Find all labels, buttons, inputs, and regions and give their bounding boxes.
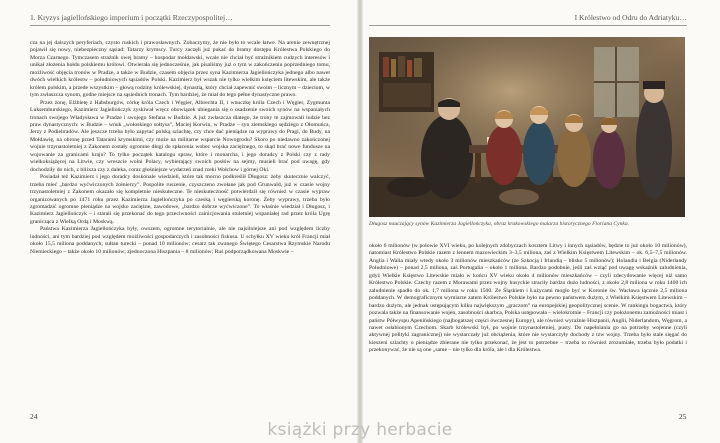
left-header-rule (30, 25, 330, 26)
painting-illustration (369, 37, 685, 217)
painting-svg (369, 37, 685, 217)
left-paragraph-3: Posiadał też Kazimierz i jego doradcy doskonale wiedzieli, które tak mocno podkreślił Długosz: żeby skutecznie walczyć, trzeba mieć „bardzo wyćwiczonych żołnierzy”. Pospolite ruszenie, czyszczeno zwołane jak pod Grunwald, już w czasie wojny trzynastoletniej z Zakonem okazało się kompletnie nieskuteczne. Te nieskuteczność potwierdził się również w czasie wypraw organizowanych po 1471 roku przez Kazimierza Jagiellończyka po czeską i węgierską koronę. Żeby wyprawy, trzeba było zgromadzić ogromne pieniądze na wojsko zaciężne, zawodowe, „bardzo dobrze wyćwiczone”. To właśnie wiedział i Długosz, i Kazimierz Jagiellończyk – i starali się przekonać do tego przeciwności zainicjowania stuletniej wspaniałej rad przez króla Ugrę granicząca z Wielką Ordą i Moskwą. (30, 174, 330, 225)
left-paragraph-2: Przez żonę, Elżbietę z Habsburgów, córkę króla Czech i Węgier, Albrechta II, i wnuczkę króla Czech i Węgier, Zygmunta Luksemburskiego, Kazimierz Jagiellończyk zyskiwał wręcz obowiązek ubiegania się o osadzenie swoich synów na wspaniałych tronach swojego Władysława w Pradze i swojego Stefana w Budzie. A już zwłaszcza dlatego, że trony te zajmowali ludzie bez praw dynastycznych: w Budzie – wnuk „wołoskiego sołtysa”, Maciej Korwin, w Pradze – syn ziemskiego sędziego z Ołomuńca, Jerzy z Podiebradów. Ale jeszcze trzeba było zapytać polską szlachtę, czy chce dać pieniądze na wyprawy do Pragi, do Budy, na Mołdawię, na obronę przed Tatarami krymskimi, czy może na militarne wsparcie Nowogrodu? Skoro po niedawno zakończonej wojnie trzynastoletniej z Zakonem zostały ogromne długi do spłacenia wobec wojska zaciężnego, to skąd brać nowe fundusze na wojowanie za granicami kraju? To tylko początek katalogu spraw, które i monarcha, i jego doradcy z Polski czy z rady wielkoksiążęcej na Litwie, czy wreszcie wolni Polacy, wybierający swoich posłów na sejmy, musieli brać pod uwagę, gdy dochodziły do nich, z bliższa czy z daleka, coraz głośniejsze wydarzeń znad rzeki Wołchow i górnej Oki. (30, 99, 330, 173)
right-page (361, 0, 720, 443)
right-page-number: 25 (679, 412, 687, 421)
right-running-head: I Królestwo od Odru do Adriatyku… (574, 13, 687, 22)
illustration-caption: Długosz nauczający synów Kazimierza Jagiellończyka, obraz krakowskiego malarza historycznego Floriana Cynka. (369, 221, 630, 227)
right-header-rule (369, 25, 687, 26)
watermark: książki przy herbacie (267, 420, 453, 440)
left-running-head: 1. Kryzys jagiellońskiego imperium i początki Rzeczypospolitej… (30, 13, 233, 22)
left-paragraph-4: Państwa Kazimierza Jagiellończyka były, owszem, ogromne terytorialnie, ale nie najsilniejsze ani pod względem liczby ludności, ani tym bardziej pod względem możliwości gospodarczych i zasobności fiskusa. U schyłku XV wieku król Francji miał około 15,5 miliona poddanych; sułtan turecki – ponad 10 milionów; cesarz tak zwanego Świętego Cesarstwa Rzymskie Narodu Niemieckiego – także około 10 milionów; zjednoczona Hiszpania – 8 milionów; Ruś podporządkowana Moskwie – (30, 226, 330, 255)
left-paragraph-1: cza na jej dalszych peryferiach, czysto ruskich i prawosławnych. Zobaczymy, że nie było to wcale łatwe. Na arenie zewnętrznej pojawił się nowy, niebezpieczny sąsiad: Tatarzy krymscy. Turcy zaczęli już pukać do bramy dostępu Królestwa Polskiego do Morza Czarnego. Tymczasem strażnik owej bramy – hospodar mołdawski, wcale nie chciał być strażnikiem cudzych interesów i unikał złożenia hołdu polskiemu królowi. Otwierała się jednocześnie, jak pisaliśmy już o tym w zakończeniu poprzedniego tomu, możliwość objęcia tronów w Pradze, a także w Budzie, czasem objęcia przez syna Kazimierza Jagiellończyka jednego albo nawet dwóch wielkich królestw – południowych sąsiadów Polski. Kazimierz był wszak nie tylko wielkim księciem litewskim, ale także królem polskim, a przede wszystkim – głową rodziny królewskiej, dynastią, który chciał zapewnić swoim – licznym – dzieciom, w tym zwłaszcza synom, godne miejsce na sąsiednich tronach. Tym bardziej, że miał do tego pełne dynastyczne prawo. (30, 40, 330, 99)
right-body-text (369, 243, 687, 421)
right-paragraph-1: około 6 milionów (w połowie XVI wieku, po kolejnych zdobyczach kosztem Litwy i innych sąsiadów, będzie to już około 10 milionów), natomiast Królestwo Polskie razem z lennem mazowieckim 3–3,5 miliona, zaś z Wielkim Księstwem Litewskim – ok. 6,5–7,5 milionów. Anglia i Walia miały wtedy około 3 milionów mieszkańców (ze Szkocją i Irlandią – blisko 5 milionów); Holandia i Belgia (Niderlandy Południowe) – ponad 2,5 miliona, zaś Portugalia – około 1 miliona. Bardzo podobnie, jeśli zaś wziąć pod uwagę wskaźnik zaludnienia, gdyż Wielkie Księstwo Litewskie miało w końcu XV wieku około 4 milionów mieszkańców – czyli zdecydowanie więcej niż samo Królestwo Polskie. Czechy razem z Morawami przez wojny husyckie straciły bardzo dużo ludności, z około 2,8 miliona w roku 1400 ich zaludnienie spadło do ok. 1,7 miliona w roku 1500. Ze Śląskiem i Łużycami mogło być w Koronie św. Wacława łącznie 2,5 miliona poddanych. W demograficznym wymiarze zatem Królestwo Polskie było na pewno państwem dużym, z Wielkim Księstwem Litewskim – bardzo dużym, ale jednak ustępującym kilku największym „graczom” na europejskiej geopolitycznej scenie. W rankingu bogactwa, który pozwala także na finansowanie wojen, zasobności skarbca, Polska ustępowała – wielokrotnie – Francji czy położonemu zamożności miast i państw Półwyspu Apenińskiego (najbogatszej części ówczesnej Europy), ale również wyraźnie Hiszpanii, Anglii, Niderlandom, Węgrom, a nawet osłabionym Czechom. Skarb królewski był, po wojnie trzynastoletniej, pusty. Do napełniania go na potrzeby wojenne (czyli aktywnej polityki zagranicznej) nie wystarczały już obciążenia, które nie wystarczyły dochody z tzw wojny. Trzeba było stale sięgać do kieszeni szlachty o pieniądze zbierane nie tylko przekonać, że jest to potrzebne – trzeba to również zrozumiałe, trzeba było podatki i przekonywać, że nie są one „same – nie tylko dla króla, ale i dla Królestwa. (369, 243, 687, 354)
left-page-number: 24 (30, 412, 38, 421)
left-body-text (30, 40, 330, 429)
